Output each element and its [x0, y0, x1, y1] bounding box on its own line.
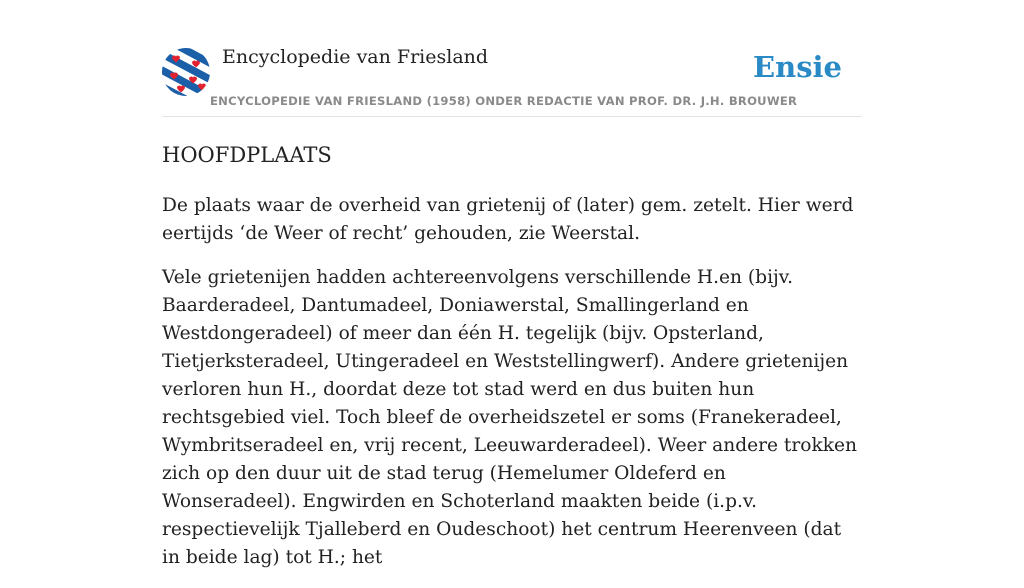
site-header — [162, 40, 862, 117]
article — [162, 140, 862, 588]
article-paragraph: Vele grietenijen hadden achtereenvolgens verschillende H.en (bijv. Baarderadeel, Dantumadeel, Doniawerstal, Smallingerland en Westdongeradeel) of meer dan één H. tegelijk (bijv. Opsterland, Tietjerksteradeel, Utingeradeel en Weststellingwerf). Andere grietenijen verloren hun H., doordat deze tot stad werd en dus buiten hun rechtsgebied viel. Toch bleef de overheidszetel er soms (Franekeradeel, Wymbritseradeel en, vrij recent, Leeuwarderadeel). Weer andere trokken zich op den duur uit de stad terug (Hemelumer Oldeferd en Wonseradeel). Engwirden en Schoterland maakten beide (i.p.v. respectievelijk Tjalleberd en Oudeschoot) het centrum Heerenveen (dat in beide lag) tot H.; het — [162, 267, 857, 568]
brand-logo-link[interactable]: Ensie — [753, 50, 842, 84]
frisian-flag-icon[interactable] — [162, 48, 210, 96]
site-title[interactable]: Encyclopedie van Friesland — [222, 46, 489, 68]
source-subtitle: ENCYCLOPEDIE VAN FRIESLAND (1958) ONDER REDACTIE VAN PROF. DR. J.H. BROUWER — [210, 94, 798, 108]
article-paragraph: De plaats waar de overheid van grietenij of (later) gem. zetelt. Hier werd eertijds ‘de Weer of recht’ gehouden, zie Weerstal. — [162, 195, 854, 244]
article-title: HOOFDPLAATS — [162, 143, 332, 167]
